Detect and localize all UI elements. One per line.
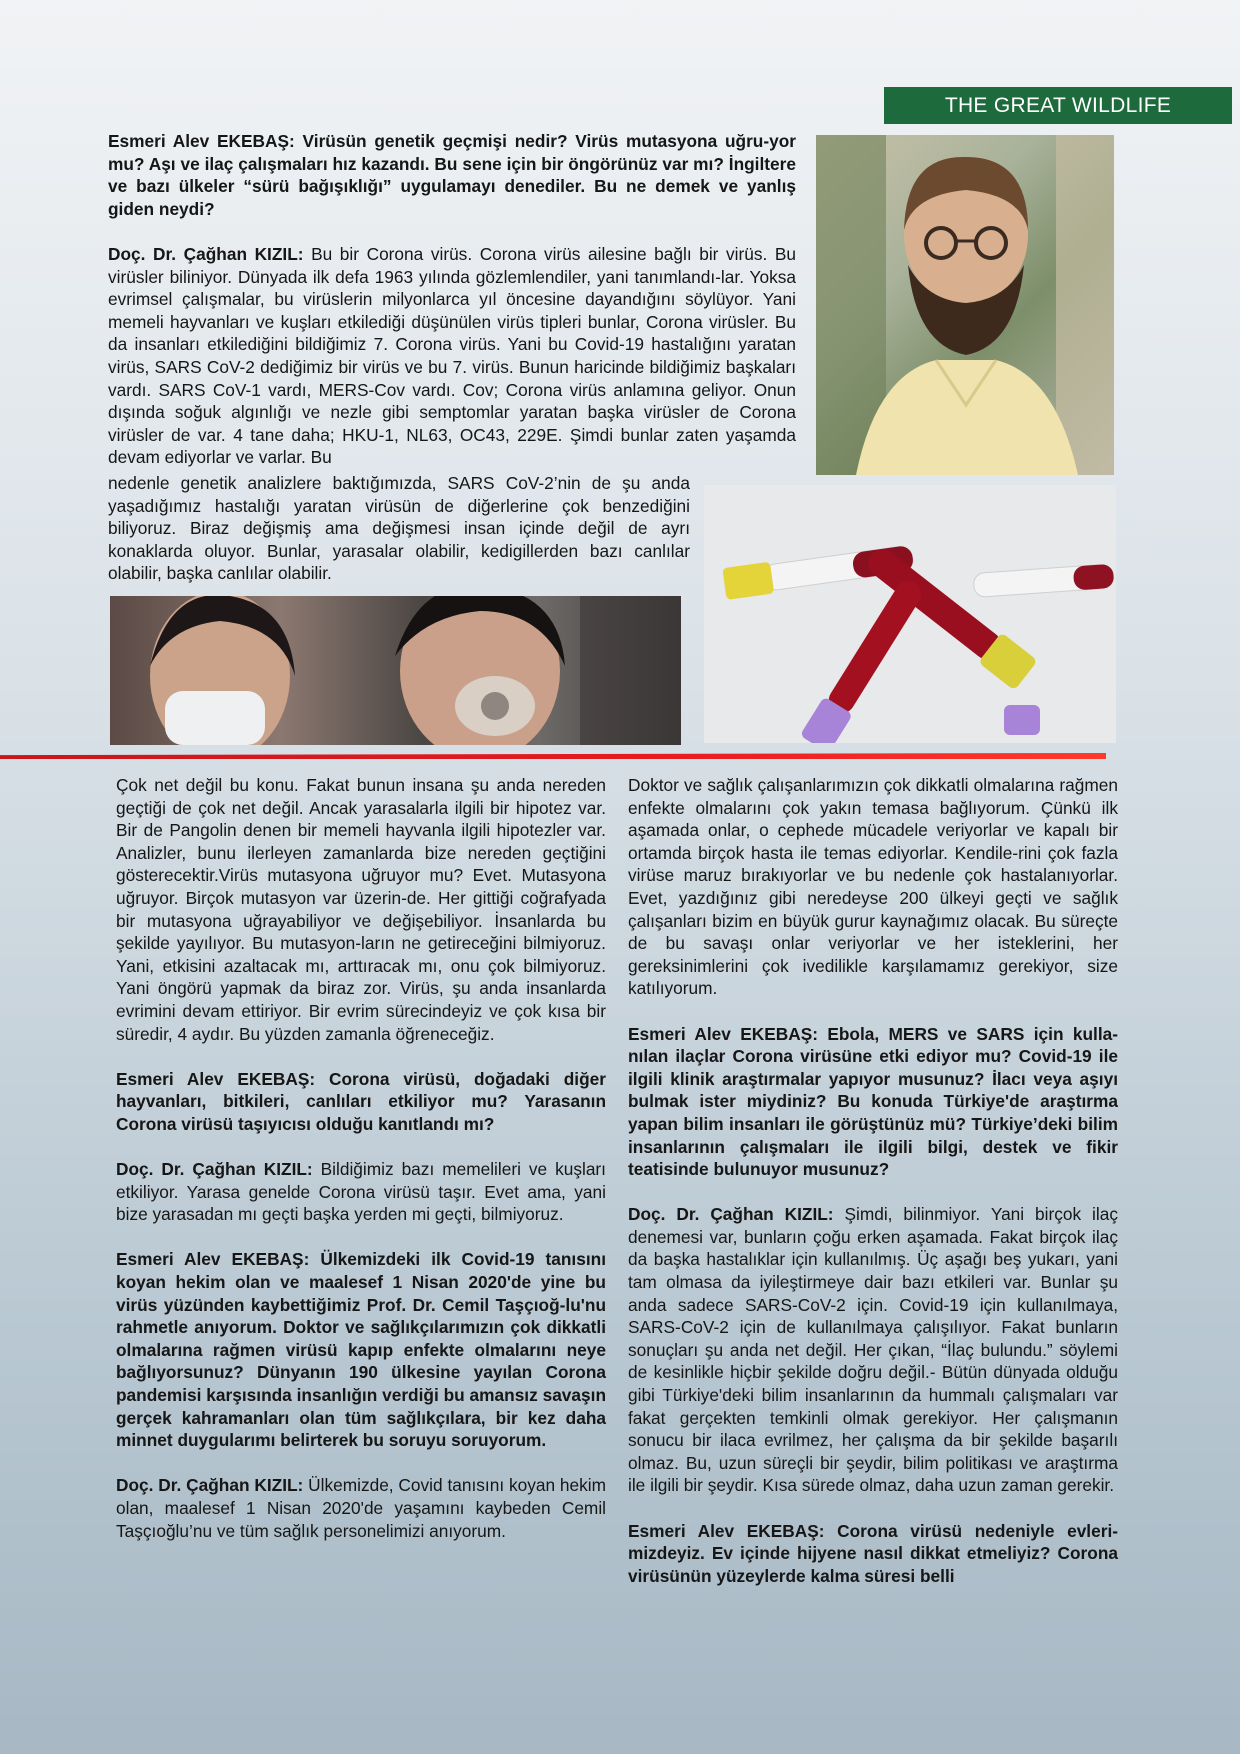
masked-people-illustration [110, 596, 681, 745]
masked-people-photo [110, 596, 681, 745]
test-tubes-illustration [704, 485, 1116, 743]
intro-answer-text: Bu bir Corona virüs. Corona virüs ailesine bağlı bir virüs. Bu virüsler biliniyor. Dünyada ilk defa 1963 yılında gözlemlendiler, yani tanımlandı-lar. Yoksa evrimsel çalışmalar, bu virüslerin milyonlarca yıl öncesine dayandığını söylüyor. Yani memeli hayvanları ve kuşları etkilediği düşünülen virüs tipleri bunlar, Corona virüsler. Bu da insanları etkilediğini bildiğimiz 7. Corona virüs. Yani bu Covid-19 hastalığını yaratan virüs, SARS CoV-2 dediğimiz bir virüs ve bu 7. virüs. Bunun haricinde bildiğimiz başkaları vardı. SARS CoV-1 vardı, MERS-Cov vardı. Cov; Corona virüs anlamına geliyor. Onun dışında soğuk algınlığı ve nezle gibi semptomlar yaratan başka virüsler de Corona virüsler de var. 4 tane daha; HKU-1, NL63, OC43, 229E. Şimdi bunlar zaten yaşamda devam ediyorlar ve varlar. Bu [108, 244, 796, 468]
answer-2 [116, 1158, 606, 1226]
question-2: Esmeri Alev EKEBAŞ: Corona virüsü, doğadaki diğer hayvanları, bitkileri, canlıları etkiliyor mu? Yarasanın Corona virüsü taşıyıcısı olduğu kanıtlandı mı? [116, 1068, 606, 1134]
answer-3 [116, 1474, 606, 1542]
test-tubes-photo [704, 485, 1116, 743]
intro-answer-cont-text: nedenle genetik analizlere baktığımızda, SARS CoV-2’nin de şu anda yaşadığımız hastalığı yaratan virüsün de diğerlerine çok benzediğini biliyoruz. Biraz değişmiş ama değişmesi insan içinde değil de ayrı konaklarda oluyor. Bunlar, yarasalar olabilir, kedigillerden bazı canlılar olabilir, başka canlılar olabilir. [108, 473, 690, 584]
intro-answer-cont [108, 472, 690, 585]
question-3: Esmeri Alev EKEBAŞ: Ülkemizdeki ilk Covid-19 tanısını koyan hekim olan ve maalesef 1 Nisan 2020'de yine bu virüs yüzünden kaybettiğimiz Prof. Dr. Cemil Taşçıoğ-lu'nu rahmetle anıyorum. Doktor ve sağlıkçılarımızın çok dikkatli olmalarına rağmen virüsü kapıp enfekte olmalarını neye bağlıyorsunuz? Dünyanın 190 ülkesine yayılan Corona pandemisi karşısında insanlığın verdiği bu amansız savaşın gerçek kahramanları olan tüm sağlıkçılara, bir kez daha minnet duygularımı belirterek bu soruyu soruyorum. [116, 1249, 606, 1451]
column-left [116, 774, 606, 1542]
column-right [628, 774, 1118, 1587]
paragraph: Çok net değil bu konu. Fakat bunun insana şu anda nereden geçtiği de çok net değil. Ancak yarasalarla ilgili bir hipotez var. Bir de Pangolin denen bir memeli hayvanla ilgili hipotezler var. Analizler, bunu ilerleyen zamanlarda bize nereden geçtiğini gösterecektir.Virüs mutasyona uğruyor mu? Evet. Mutasyona uğruyor. Birçok mutasyon var üzerin-de. Her gittiği coğrafyada bir mutasyona uğrayabiliyor ve değişebiliyor. İnsanlarda bu şekilde yayılıyor. Bu mutasyon-ların ne getireceğini bilmiyoruz. Yani, etkisini azaltacak mı, arttıracak mı, onu çok bilmiyoruz. Yani öngörü yapmak da biraz zor. Virüs, şu anda insanlarda evrimini devam ettiriyor. Bir evrim sürecindeyiz ve çok kısa bir süredir, 4 aydır. Bu yüzden zamanla öğreneceğiz. [116, 775, 606, 1044]
intro-answer [108, 243, 796, 469]
answer-2-text: Bildiğimiz bazı memelileri ve kuşları etkiliyor. Yarasa genelde Corona virüsü taşır. Evet ama, yani bize yarasadan mı geçti başka yerden mi geçti, bilmiyoruz. [116, 1159, 606, 1225]
intro-question [108, 130, 796, 220]
answer-4-text: Şimdi, bilinmiyor. Yani birçok ilaç denemesi var, bunların çoğu erken aşamada. Fakat birçok ilaç da başka hastalıklar için kullanılmış. Üç aşağı beş yukarı, yani tam olmasa da iyileştirmeye dair bazı etkileri var. Bunlar şu anda sadece SARS-CoV-2 için. Covid-19 için kullanılmaya, SARS-CoV-2 için de kullanılmaya çalışılıyor. Fakat bunların sonuçları şu anda net değil. Her çıkan, “İlaç bulundu.” söylemi de kesinlikle hiçbir şekilde doğru değil.- Bütün dünyada olduğu gibi Türkiye'deki bilim insanlarının da hummalı çalışmaları var fakat gerçekten temkinli olmak gerekiyor. Her çalışmanın sonucu bir ilaca evrilmez, her çalışma da bir şekilde başarılı olmaz. Bu, uzun süreçli bir şeydir, bilim politikası ve araştırma ile ilgili bir şeydir. Kısa sürede olmaz, daha uzun zaman gerekir. [628, 1204, 1118, 1496]
answer-4 [628, 1203, 1118, 1497]
section-banner: THE GREAT WILDLIFE [884, 87, 1232, 124]
question-4: Esmeri Alev EKEBAŞ: Ebola, MERS ve SARS için kulla-nılan ilaçlar Corona virüsüne etki ediyor mu? Covid-19 ile ilgili klinik araştırmalar yapıyor musunuz? İlacı veya aşıyı bulmak ister miydiniz? Bu konuda Türkiye'de araştırma yapan bilim insanları ile görüştünüz mü? Türkiye’deki bilim insanlarının çalışmaları ile ilgili bilgi, destek ve fikir teatisinde bulunuyor musunuz? [628, 1023, 1118, 1180]
speaker-label: Doç. Dr. Çağhan KIZIL: [628, 1204, 834, 1225]
section-divider [0, 753, 1106, 759]
answer-3-text: Ülkemizde, Covid tanısını koyan hekim olan, maalesef 1 Nisan 2020'de yaşamını kaybeden Cemil Taşçıoğlu’nu ve tüm sağlık personelimizi anıyorum. [116, 1475, 606, 1541]
portrait-illustration [816, 135, 1114, 475]
question-5: Esmeri Alev EKEBAŞ: Corona virüsü nedeniyle evleri-mizdeyiz. Ev içinde hijyene nasıl dikkat etmeliyiz? Corona virüsünün yüzeylerde kalma süresi belli [628, 1520, 1118, 1586]
speaker-label: Doç. Dr. Çağhan KIZIL: [116, 1159, 313, 1180]
paragraph: Doktor ve sağlık çalışanlarımızın çok dikkatli olmalarına rağmen enfekte olmalarını çok yakın temasa bağlıyorum. Çünkü ilk aşamada onlar, o cephede mücadele veriyorlar ve kapalı bir ortamda birçok hasta ile temas ediyorlar. Kendile-rini çok fazla virüse maruz bırakıyorlar ve bu nedenle çok hastalanıyorlar. Evet, yazdığınız gibi neredeyse 200 ülkeyi geçti ve sağlık çalışanları bizim en büyük gurur kaynağımız olacak. Bu süreçte de bu savaşı onlar veriyorlar ve her isteklerini, her gereksinimlerini çok ivedilikle karşılamamız gerekiyor, size katılıyorum. [628, 775, 1118, 999]
portrait-photo [816, 135, 1114, 475]
speaker-label: Doç. Dr. Çağhan KIZIL: [108, 244, 304, 264]
intro-question-text: Esmeri Alev EKEBAŞ: Virüsün genetik geçmişi nedir? Virüs mutasyona uğru-yor mu? Aşı ve ilaç çalışmaları hız kazandı. Bu sene için bir öngörünüz var mı? İngiltere ve bazı ülkeler “sürü bağışıklığı” uygulamayı denediler. Bu ne demek ve yanlış giden neydi? [108, 131, 796, 219]
speaker-label: Doç. Dr. Çağhan KIZIL: [116, 1475, 304, 1496]
